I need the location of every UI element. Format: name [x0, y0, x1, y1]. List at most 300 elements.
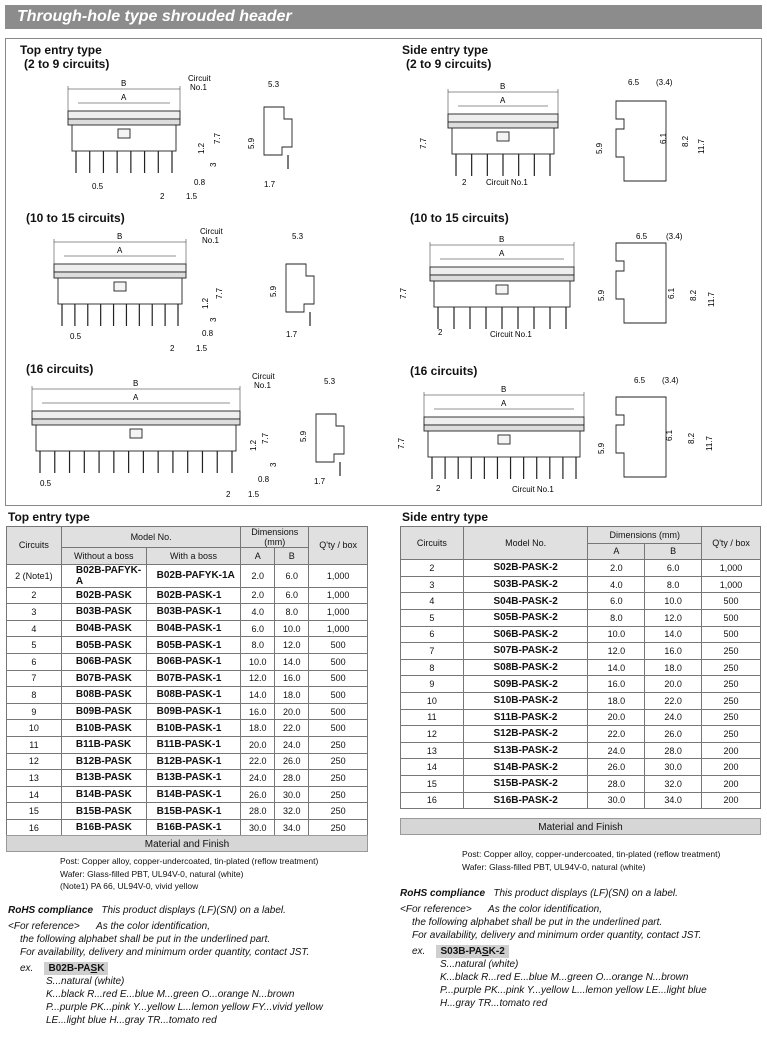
cell-model-without-boss: B06B-PASK	[61, 653, 146, 670]
dim-0-5: 0.5	[92, 182, 104, 191]
cell-circuits: 11	[7, 736, 62, 753]
dim-5-9: 5.9	[269, 285, 278, 297]
table-row	[7, 564, 368, 587]
th-b-side: B	[645, 543, 702, 560]
top-10-15-label: (10 to 15 circuits)	[26, 211, 125, 225]
cell-qty: 250	[309, 770, 368, 787]
table-row	[401, 626, 761, 643]
dim-2-side: 2	[438, 328, 443, 337]
cell-qty: 1,000	[702, 576, 761, 593]
table-row	[401, 643, 761, 660]
cell-dim-a: 8.0	[588, 609, 645, 626]
th-model-side: Model No.	[463, 527, 588, 560]
dim-5-9-side: 5.9	[597, 289, 606, 301]
cell-dim-a: 2.0	[241, 587, 275, 604]
cell-model-without-boss: B04B-PASK	[61, 620, 146, 637]
cell-circuits: 2	[7, 587, 62, 604]
top-example-model: B02B-PASK	[44, 962, 108, 975]
cell-dim-a: 22.0	[241, 753, 275, 770]
cell-dim-b: 32.0	[275, 803, 309, 820]
cell-dim-a: 2.0	[588, 560, 645, 577]
th-qty: Q'ty / box	[309, 527, 368, 565]
top-table-title: Top entry type	[8, 510, 90, 524]
dim-1-2: 1.2	[197, 142, 206, 154]
side-table-title: Side entry type	[402, 510, 489, 524]
dim-6-5: 6.5	[634, 376, 646, 385]
table-row	[401, 576, 761, 593]
cell-dim-a: 24.0	[241, 770, 275, 787]
table-row	[401, 659, 761, 676]
cell-qty: 250	[702, 709, 761, 726]
side-material: Post: Copper alloy, copper-undercoated, tin-plated (reflow treatment) Wafer: Glass-filled PBT, UL94V-0, natural (white)	[462, 849, 721, 872]
no1-label: No.1	[254, 381, 271, 390]
dim-8-2: 8.2	[687, 432, 696, 444]
dim-7-7-side: 7.7	[399, 287, 408, 299]
dim-6-5: 6.5	[636, 232, 648, 241]
th-a: A	[241, 548, 275, 565]
cell-dim-b: 20.0	[275, 703, 309, 720]
dim-3-4: (3.4)	[662, 376, 679, 385]
cell-dim-b: 18.0	[645, 659, 702, 676]
table-row	[401, 792, 761, 809]
table-row	[7, 736, 368, 753]
dim-0-5: 0.5	[40, 479, 52, 488]
cell-dim-a: 26.0	[241, 786, 275, 803]
cell-model-with-boss: B11B-PASK-1	[146, 736, 241, 753]
dim-8-2: 8.2	[681, 135, 690, 147]
table-row	[7, 637, 368, 654]
cell-qty: 250	[702, 643, 761, 660]
dim-3-4: (3.4)	[666, 232, 683, 241]
table-row	[7, 604, 368, 621]
cell-dim-a: 12.0	[588, 643, 645, 660]
cell-circuits: 14	[401, 759, 464, 776]
dim-7-7: 7.7	[215, 287, 224, 299]
th-circuits-side: Circuits	[401, 527, 464, 560]
table-row	[401, 692, 761, 709]
cell-dim-a: 22.0	[588, 726, 645, 743]
table-row	[7, 703, 368, 720]
circuit-label: Circuit	[188, 74, 211, 83]
table-row	[7, 786, 368, 803]
dim-1-5: 1.5	[196, 344, 208, 353]
cell-model-without-boss: B13B-PASK	[61, 770, 146, 787]
cell-model-without-boss: B14B-PASK	[61, 786, 146, 803]
cell-circuits: 8	[7, 687, 62, 704]
dim-label: B	[499, 235, 505, 244]
cell-model: S04B-PASK-2	[463, 593, 588, 610]
cell-dim-b: 10.0	[275, 620, 309, 637]
cell-model-without-boss: B02B-PASK	[61, 587, 146, 604]
drawings-svg	[6, 39, 763, 507]
cell-model: S06B-PASK-2	[463, 626, 588, 643]
circuit-no1-label: Circuit No.1	[490, 330, 532, 339]
cell-qty: 250	[309, 803, 368, 820]
cell-model: S12B-PASK-2	[463, 726, 588, 743]
cell-dim-a: 24.0	[588, 742, 645, 759]
dim-7-7-side: 7.7	[397, 437, 406, 449]
cell-model-with-boss: B08B-PASK-1	[146, 687, 241, 704]
table-row	[401, 593, 761, 610]
dim-3: 3	[209, 317, 218, 322]
dim-1-7: 1.7	[264, 180, 276, 189]
cell-model-with-boss: B02B-PASK-1	[146, 587, 241, 604]
cell-model: S10B-PASK-2	[463, 692, 588, 709]
cell-model: S09B-PASK-2	[463, 676, 588, 693]
cell-model-with-boss: B04B-PASK-1	[146, 620, 241, 637]
cell-qty: 250	[702, 726, 761, 743]
cell-model-with-boss: B06B-PASK-1	[146, 653, 241, 670]
cell-qty: 1,000	[702, 560, 761, 577]
table-row	[401, 560, 761, 577]
side-material-title: Material and Finish	[400, 818, 761, 835]
cell-model: S08B-PASK-2	[463, 659, 588, 676]
dim-1-2: 1.2	[201, 297, 210, 309]
cell-qty: 500	[309, 653, 368, 670]
dim-2-side: 2	[462, 178, 467, 187]
dim-1-5: 1.5	[186, 192, 198, 201]
cell-qty: 500	[702, 609, 761, 626]
cell-dim-a: 26.0	[588, 759, 645, 776]
th-model: Model No.	[61, 527, 240, 548]
cell-dim-a: 28.0	[588, 775, 645, 792]
cell-circuits: 4	[7, 620, 62, 637]
dim-5-9: 5.9	[247, 137, 256, 149]
cell-model-with-boss: B03B-PASK-1	[146, 604, 241, 621]
cell-model: S03B-PASK-2	[463, 576, 588, 593]
cell-model-without-boss: B16B-PASK	[61, 819, 146, 836]
cell-dim-b: 30.0	[645, 759, 702, 776]
top-entry-table	[6, 526, 368, 837]
cell-qty: 500	[309, 687, 368, 704]
dim-0-5: 0.5	[70, 332, 82, 341]
dim-5-9: 5.9	[299, 430, 308, 442]
cell-circuits: 9	[401, 676, 464, 693]
dim-6-5: 6.5	[628, 78, 640, 87]
dim-1-2: 1.2	[249, 439, 258, 451]
cell-model-with-boss: B14B-PASK-1	[146, 786, 241, 803]
table-row	[7, 653, 368, 670]
cell-dim-b: 24.0	[275, 736, 309, 753]
cell-dim-a: 16.0	[588, 676, 645, 693]
table-row	[7, 819, 368, 836]
dim-6-1: 6.1	[659, 132, 668, 144]
cell-qty: 500	[702, 593, 761, 610]
table-row	[401, 742, 761, 759]
dim-label: A	[500, 96, 506, 105]
cell-qty: 250	[702, 659, 761, 676]
cell-circuits: 14	[7, 786, 62, 803]
side-10-15-label: (10 to 15 circuits)	[410, 211, 509, 225]
dim-label: B	[501, 385, 507, 394]
cell-circuits: 3	[7, 604, 62, 621]
cell-circuits: 16	[401, 792, 464, 809]
cell-circuits: 2 (Note1)	[7, 564, 62, 587]
cell-dim-b: 22.0	[645, 692, 702, 709]
dim-label: A	[121, 93, 127, 102]
table-row	[7, 587, 368, 604]
dim-5-9-side: 5.9	[597, 442, 606, 454]
cell-model-without-boss: B11B-PASK	[61, 736, 146, 753]
dim-label: B	[500, 82, 506, 91]
cell-circuits: 15	[401, 775, 464, 792]
cell-qty: 250	[309, 819, 368, 836]
dim-label: B	[121, 79, 127, 88]
th-dims: Dimensions (mm)	[241, 527, 309, 548]
cell-circuits: 15	[7, 803, 62, 820]
cell-dim-b: 34.0	[645, 792, 702, 809]
cell-qty: 500	[309, 720, 368, 737]
dim-3: 3	[269, 462, 278, 467]
cell-qty: 250	[702, 692, 761, 709]
no1-label: No.1	[202, 236, 219, 245]
cell-dim-b: 12.0	[645, 609, 702, 626]
th-b: B	[275, 548, 309, 565]
cell-dim-b: 28.0	[275, 770, 309, 787]
top-notes: RoHS compliance This product displays (LF)(SN) on a label. <For reference> As the color identification, the following alphabet shall be put in the underlined part. For availability, delivery and minimum order quantity, contact JST. ex. B02B-PASK S...natural (white) K...black R...red E...blue M...green O...orange N...brown P...purple PK...pink Y...yellow L...lemon yellow FY...vivid yellow LE...light blue H...gray TR...tomato red	[8, 905, 323, 1026]
th-without-boss: Without a boss	[61, 548, 146, 565]
cell-model: S11B-PASK-2	[463, 709, 588, 726]
cell-model-with-boss: B12B-PASK-1	[146, 753, 241, 770]
cell-qty: 200	[702, 759, 761, 776]
cell-model-with-boss: B16B-PASK-1	[146, 819, 241, 836]
cell-circuits: 7	[7, 670, 62, 687]
cell-dim-a: 18.0	[241, 720, 275, 737]
dim-3-4: (3.4)	[656, 78, 673, 87]
dim-6-1: 6.1	[667, 287, 676, 299]
cell-dim-a: 2.0	[241, 564, 275, 587]
cell-dim-a: 28.0	[241, 803, 275, 820]
cell-dim-b: 26.0	[645, 726, 702, 743]
cell-circuits: 6	[7, 653, 62, 670]
dim-5-9-side: 5.9	[595, 142, 604, 154]
cell-qty: 1,000	[309, 604, 368, 621]
cell-circuits: 13	[401, 742, 464, 759]
cell-dim-b: 14.0	[275, 653, 309, 670]
dim-11-7: 11.7	[705, 436, 714, 451]
th-a-side: A	[588, 543, 645, 560]
cell-circuits: 12	[7, 753, 62, 770]
cell-model-with-boss: B15B-PASK-1	[146, 803, 241, 820]
cell-dim-a: 6.0	[588, 593, 645, 610]
top-material: Post: Copper alloy, copper-undercoated, tin-plated (reflow treatment) Wafer: Glass-filled PBT, UL94V-0, natural (white) (Note1) PA 66, UL94V-0, vivid yellow	[60, 856, 319, 891]
dim-1-7: 1.7	[314, 477, 326, 486]
cell-dim-b: 32.0	[645, 775, 702, 792]
cell-model-without-boss: B15B-PASK	[61, 803, 146, 820]
cell-qty: 250	[309, 736, 368, 753]
cell-qty: 200	[702, 792, 761, 809]
dim-label: A	[499, 249, 505, 258]
cell-qty: 500	[309, 637, 368, 654]
cell-dim-b: 6.0	[275, 564, 309, 587]
cell-model-without-boss: B08B-PASK	[61, 687, 146, 704]
cell-circuits: 10	[401, 692, 464, 709]
cell-model: S05B-PASK-2	[463, 609, 588, 626]
cell-dim-a: 10.0	[588, 626, 645, 643]
cell-dim-a: 8.0	[241, 637, 275, 654]
cell-model: S02B-PASK-2	[463, 560, 588, 577]
circuit-no1-label: Circuit No.1	[486, 178, 528, 187]
cell-circuits: 5	[7, 637, 62, 654]
cell-model-without-boss: B02B-PAFYK-A	[61, 564, 146, 587]
table-row	[7, 770, 368, 787]
dim-8-2: 8.2	[689, 289, 698, 301]
top-material-title: Material and Finish	[6, 835, 368, 852]
cell-dim-a: 6.0	[241, 620, 275, 637]
dim-11-7: 11.7	[707, 292, 716, 307]
dim-5-3: 5.3	[292, 232, 304, 241]
cell-dim-a: 10.0	[241, 653, 275, 670]
cell-circuits: 11	[401, 709, 464, 726]
cell-dim-b: 8.0	[645, 576, 702, 593]
cell-qty: 500	[309, 670, 368, 687]
cell-circuits: 7	[401, 643, 464, 660]
cell-model-with-boss: B07B-PASK-1	[146, 670, 241, 687]
cell-dim-b: 34.0	[275, 819, 309, 836]
cell-dim-b: 16.0	[645, 643, 702, 660]
cell-circuits: 2	[401, 560, 464, 577]
cell-circuits: 9	[7, 703, 62, 720]
table-row	[7, 753, 368, 770]
dim-0-8: 0.8	[194, 178, 206, 187]
cell-model-without-boss: B07B-PASK	[61, 670, 146, 687]
dim-label: B	[117, 232, 123, 241]
cell-qty: 1,000	[309, 620, 368, 637]
no1-label: No.1	[190, 83, 207, 92]
cell-dim-b: 28.0	[645, 742, 702, 759]
cell-model-without-boss: B09B-PASK	[61, 703, 146, 720]
top-entry-heading: Top entry type (2 to 9 circuits)	[20, 43, 110, 71]
table-row	[401, 609, 761, 626]
cell-dim-a: 30.0	[588, 792, 645, 809]
cell-model-with-boss: B05B-PASK-1	[146, 637, 241, 654]
circuit-no1-label: Circuit No.1	[512, 485, 554, 494]
circuit-label: Circuit	[252, 372, 275, 381]
table-row	[401, 775, 761, 792]
cell-dim-a: 16.0	[241, 703, 275, 720]
dim-7-7: 7.7	[213, 132, 222, 144]
cell-dim-b: 8.0	[275, 604, 309, 621]
cell-dim-b: 30.0	[275, 786, 309, 803]
dim-label: B	[133, 379, 139, 388]
cell-circuits: 16	[7, 819, 62, 836]
th-circuits: Circuits	[7, 527, 62, 565]
cell-circuits: 4	[401, 593, 464, 610]
cell-dim-b: 22.0	[275, 720, 309, 737]
table-row	[401, 759, 761, 776]
cell-model-with-boss: B10B-PASK-1	[146, 720, 241, 737]
dim-0-8: 0.8	[258, 475, 270, 484]
dim-6-1: 6.1	[665, 429, 674, 441]
cell-model-without-boss: B05B-PASK	[61, 637, 146, 654]
cell-qty: 250	[309, 753, 368, 770]
cell-circuits: 12	[401, 726, 464, 743]
dim-2: 2	[226, 490, 231, 499]
cell-dim-b: 18.0	[275, 687, 309, 704]
dim-label: A	[117, 246, 123, 255]
side-example-model: S03B-PASK-2	[436, 945, 508, 958]
table-row	[7, 670, 368, 687]
cell-dim-b: 12.0	[275, 637, 309, 654]
cell-model: S16B-PASK-2	[463, 792, 588, 809]
cell-model: S15B-PASK-2	[463, 775, 588, 792]
cell-qty: 1,000	[309, 564, 368, 587]
cell-dim-b: 6.0	[275, 587, 309, 604]
page-title: Through-hole type shrouded header	[17, 8, 292, 25]
side-entry-heading: Side entry type (2 to 9 circuits)	[402, 43, 492, 71]
table-row	[7, 687, 368, 704]
dim-label: A	[501, 399, 507, 408]
cell-dim-b: 24.0	[645, 709, 702, 726]
table-row	[7, 620, 368, 637]
cell-qty: 1,000	[309, 587, 368, 604]
page-title-bar	[5, 5, 762, 29]
dim-11-7: 11.7	[697, 139, 706, 154]
table-row	[401, 676, 761, 693]
dim-5-3: 5.3	[324, 377, 336, 386]
dim-7-7-side: 7.7	[419, 137, 428, 149]
cell-circuits: 6	[401, 626, 464, 643]
cell-model-with-boss: B02B-PAFYK-1A	[146, 564, 241, 587]
cell-model-with-boss: B13B-PASK-1	[146, 770, 241, 787]
cell-model-without-boss: B03B-PASK	[61, 604, 146, 621]
dim-0-8: 0.8	[202, 329, 214, 338]
cell-model: S07B-PASK-2	[463, 643, 588, 660]
dim-3: 3	[209, 162, 218, 167]
th-dims-side: Dimensions (mm)	[588, 527, 702, 544]
cell-dim-b: 14.0	[645, 626, 702, 643]
table-row	[401, 726, 761, 743]
cell-circuits: 3	[401, 576, 464, 593]
th-with-boss: With a boss	[146, 548, 241, 565]
drawings-panel	[5, 38, 762, 506]
cell-circuits: 13	[7, 770, 62, 787]
table-row	[401, 709, 761, 726]
cell-qty: 200	[702, 742, 761, 759]
cell-dim-a: 12.0	[241, 670, 275, 687]
dim-2: 2	[160, 192, 165, 201]
cell-qty: 200	[702, 775, 761, 792]
cell-circuits: 8	[401, 659, 464, 676]
dim-1-7: 1.7	[286, 330, 298, 339]
cell-qty: 250	[702, 676, 761, 693]
cell-dim-a: 30.0	[241, 819, 275, 836]
table-row	[7, 803, 368, 820]
side-entry-table	[400, 526, 761, 809]
cell-model-with-boss: B09B-PASK-1	[146, 703, 241, 720]
cell-dim-b: 6.0	[645, 560, 702, 577]
dim-2: 2	[170, 344, 175, 353]
side-notes: RoHS compliance This product displays (LF)(SN) on a label. <For reference> As the color identification, the following alphabet shall be put in the underlined part. For availability, delivery and minimum order quantity, contact JST. ex. S03B-PASK-2 S...natural (white) K...black R...red E...blue M...green O...orange N...brown P...purple PK...pink Y...yellow L...lemon yellow LE...light blue H...gray TR...tomato red	[400, 888, 707, 1009]
dim-1-5: 1.5	[248, 490, 260, 499]
cell-dim-a: 18.0	[588, 692, 645, 709]
top-16-label: (16 circuits)	[26, 362, 94, 376]
th-qty-side: Q'ty / box	[702, 527, 761, 560]
cell-qty: 500	[702, 626, 761, 643]
cell-model-without-boss: B12B-PASK	[61, 753, 146, 770]
cell-dim-a: 14.0	[588, 659, 645, 676]
circuit-label: Circuit	[200, 227, 223, 236]
table-row	[7, 720, 368, 737]
cell-dim-b: 20.0	[645, 676, 702, 693]
dim-5-3: 5.3	[268, 80, 280, 89]
side-16-label: (16 circuits)	[410, 364, 478, 378]
cell-model: S14B-PASK-2	[463, 759, 588, 776]
cell-circuits: 5	[401, 609, 464, 626]
cell-dim-b: 16.0	[275, 670, 309, 687]
dim-2-side: 2	[436, 484, 441, 493]
cell-dim-b: 26.0	[275, 753, 309, 770]
